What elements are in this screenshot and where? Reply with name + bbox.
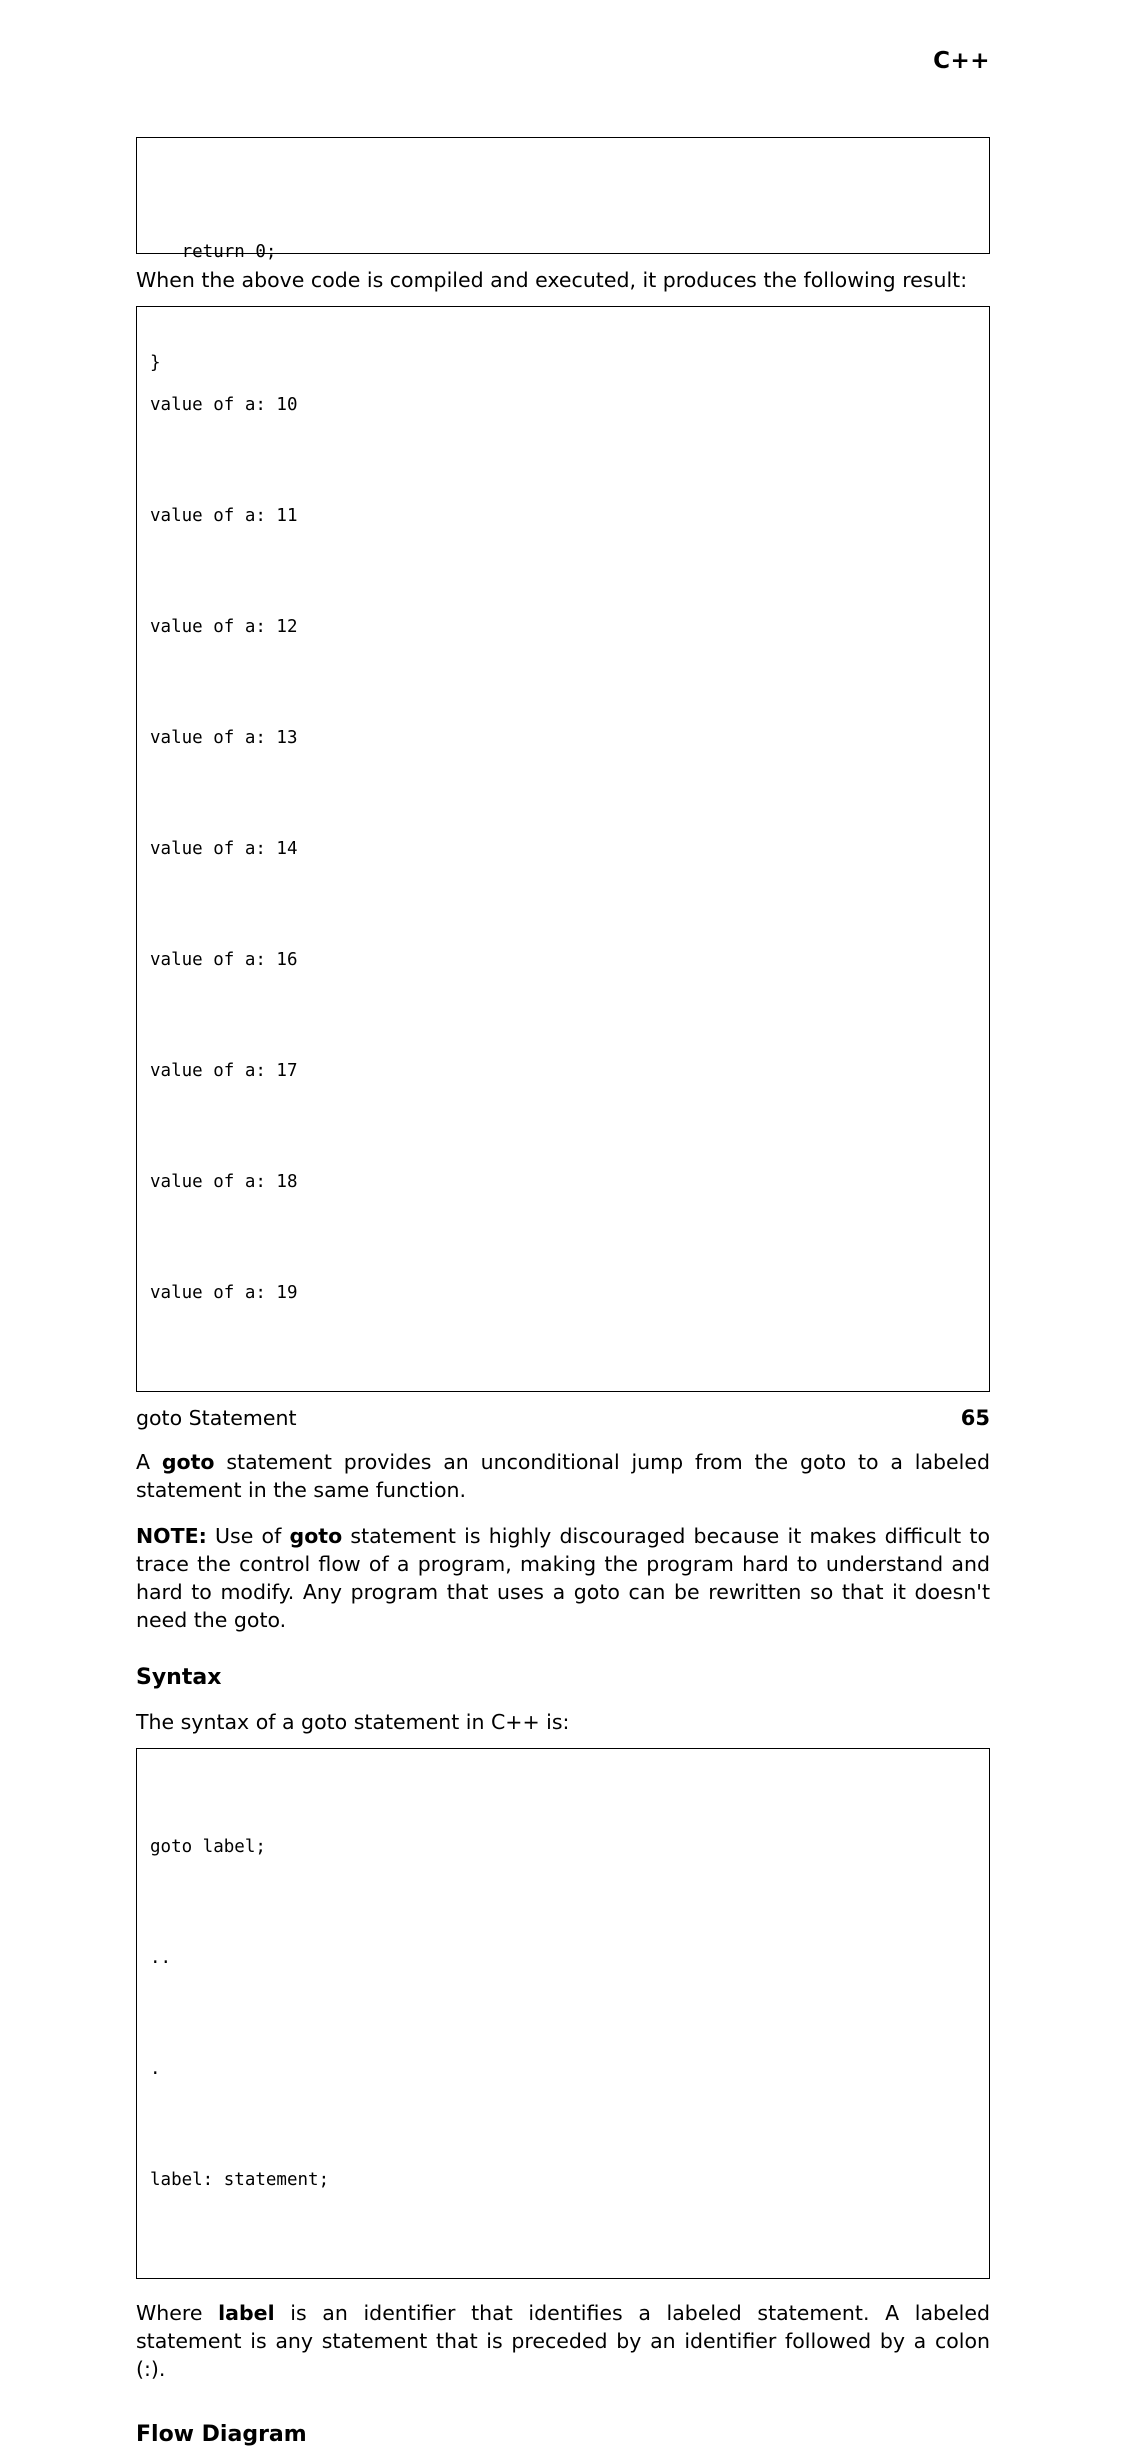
flow-diagram-heading: Flow Diagram	[136, 2422, 307, 2447]
syntax-lead-paragraph: The syntax of a goto statement in C++ is:	[136, 1710, 570, 1734]
result-intro-paragraph: When the above code is compiled and executed, it produces the following result:	[136, 268, 968, 292]
code-line: .	[150, 2059, 161, 2079]
spacer	[136, 1736, 990, 1748]
label-explanation-lead: Where	[136, 2301, 219, 2325]
code-line: goto label;	[150, 1837, 266, 1857]
code-line: label: statement;	[150, 2170, 330, 2190]
spacer	[136, 1432, 990, 1448]
spacer	[136, 2279, 990, 2299]
spacer	[136, 1392, 990, 1404]
goto-note-paragraph	[136, 1522, 990, 1634]
spacer	[136, 1692, 990, 1708]
page-number: 65	[960, 1406, 990, 1430]
output-line: value of a: 14	[150, 839, 298, 859]
goto-statement-title: goto Statement	[136, 1406, 297, 1430]
goto-definition-lead: A	[136, 1450, 162, 1474]
code-line: return 0;	[150, 242, 277, 262]
program-output-block	[136, 306, 990, 1392]
output-line: value of a: 16	[150, 950, 298, 970]
goto-definition-rest: statement provides an unconditional jump from the goto to a labeled statement in the same function.	[136, 1450, 990, 1502]
goto-keyword: goto	[289, 1524, 343, 1548]
spacer	[136, 1504, 990, 1522]
code-line: }	[150, 353, 161, 373]
note-label: NOTE:	[136, 1524, 207, 1548]
page-content	[136, 137, 990, 2449]
output-line: value of a: 13	[150, 728, 298, 748]
syntax-heading: Syntax	[136, 1665, 222, 1690]
output-line: value of a: 19	[150, 1283, 298, 1303]
label-explanation-paragraph	[136, 2299, 990, 2383]
output-line: value of a: 17	[150, 1061, 298, 1081]
spacer	[136, 294, 990, 306]
output-line: value of a: 12	[150, 617, 298, 637]
label-explanation-rest: is an identifier that identifies a labeled statement. A labeled statement is any statement that is preceded by an identifier followed by a colon (:).	[136, 2301, 991, 2381]
goto-keyword: goto	[161, 1450, 215, 1474]
code-line: ..	[150, 1948, 172, 1968]
output-line: value of a: 18	[150, 1172, 298, 1192]
label-keyword: label	[218, 2301, 275, 2325]
output-line: value of a: 10	[150, 395, 298, 415]
running-header-title: C++	[933, 48, 990, 74]
goto-syntax-code-block	[136, 1748, 990, 2279]
note-text-before: Use of	[206, 1524, 290, 1548]
output-line: value of a: 11	[150, 506, 298, 526]
note-text-after: statement is highly discouraged because it makes difficult to trace the control flow of a program, making the program hard to understand and hard to modify. Any program that uses a goto can be rewritten so that it doesn't need the goto.	[136, 1524, 990, 1632]
goto-definition-paragraph	[136, 1448, 990, 1504]
spacer	[136, 1634, 990, 1664]
spacer	[136, 2383, 990, 2421]
